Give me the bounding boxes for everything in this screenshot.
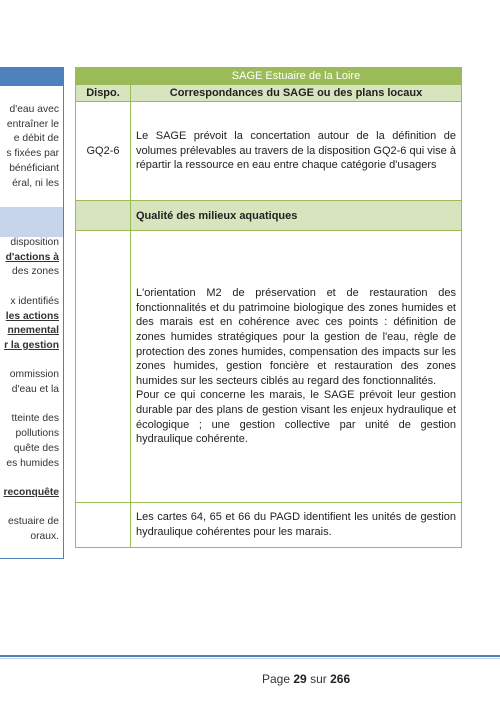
table-row bbox=[76, 231, 462, 503]
table-row bbox=[76, 503, 462, 548]
left-line: oraux. bbox=[30, 531, 59, 543]
left-table-text-block-2 bbox=[0, 236, 59, 545]
correspondence-cell: Le SAGE prévoit la concertation autour de la définition de volumes prélevables au travers de la disposition GQ2-6 qui vise à répartir la ressource en eau entre chaque catégorie d'usagers bbox=[131, 102, 462, 201]
dispo-cell: GQ2-6 bbox=[76, 102, 131, 201]
paragraph: L'orientation M2 de préservation et de restauration des fonctionnalités et du patrimoine biologique des zones humides et des marais est en cohérence avec ces points : définition de zones humides stratégiques pour la gestion de l'eau, règle de protection des zones humides, compensation des impacts sur les zones humides, gestion foncière et restauration des zones humides sur les secteurs ciblés au regard des fonctionnalités. bbox=[136, 287, 456, 387]
paragraph: Pour ce qui concerne les marais, le SAGE prévoit leur gestion durable par des plans de gestion visant les enjeux hydraulique et écologique ; une gestion collective par unité de gestion hydraulique cohérente. bbox=[136, 389, 456, 446]
correspondence-cell bbox=[131, 231, 462, 503]
left-line bbox=[0, 354, 59, 369]
left-line: entraîner le bbox=[6, 118, 59, 130]
left-line: quête des bbox=[13, 442, 59, 454]
column-header-dispo: Dispo. bbox=[76, 85, 131, 102]
column-header-correspondances: Correspondances du SAGE ou des plans locaux bbox=[131, 85, 462, 102]
page-separator: sur bbox=[310, 672, 327, 686]
left-line: bénéficiant bbox=[9, 162, 59, 174]
table-header-row bbox=[76, 85, 462, 102]
page-number bbox=[262, 672, 350, 686]
table-title: SAGE Estuaire de la Loire bbox=[131, 68, 462, 85]
table-title-row bbox=[76, 68, 462, 85]
section-title: Qualité des milieux aquatiques bbox=[131, 201, 462, 231]
left-line: les actions bbox=[5, 310, 59, 322]
left-line: d'eau et la bbox=[11, 384, 59, 396]
left-line: tteinte des bbox=[11, 413, 59, 425]
footer-rule-light bbox=[0, 658, 500, 659]
page-current: 29 bbox=[293, 672, 307, 686]
left-line: des zones bbox=[12, 266, 59, 278]
left-line: éral, ni les bbox=[12, 177, 59, 189]
left-line: estuaire de bbox=[8, 516, 59, 528]
left-table-text-block-1 bbox=[0, 103, 59, 191]
left-line: d'eau avec bbox=[9, 104, 59, 115]
title-empty-cell bbox=[76, 68, 131, 85]
section-row bbox=[76, 201, 462, 231]
left-table-header bbox=[0, 68, 63, 86]
left-table-section-band bbox=[0, 207, 63, 237]
footer-rule bbox=[0, 655, 500, 657]
left-line: e débit de bbox=[13, 133, 59, 145]
sage-correspondence-table bbox=[75, 67, 462, 548]
correspondence-cell: Les cartes 64, 65 et 66 du PAGD identifient les unités de gestion hydraulique cohérentes pour les marais. bbox=[131, 503, 462, 548]
left-line: d'actions à bbox=[5, 251, 59, 263]
table-row bbox=[76, 102, 462, 201]
left-line: pollutions bbox=[15, 428, 59, 440]
left-line: ommission bbox=[9, 369, 59, 381]
left-line bbox=[0, 501, 59, 516]
left-line bbox=[0, 398, 59, 413]
left-line: es humides bbox=[6, 457, 59, 469]
left-line: r la gestion bbox=[4, 339, 59, 351]
dispo-cell bbox=[76, 503, 131, 548]
section-empty-cell bbox=[76, 201, 131, 231]
left-table bbox=[0, 67, 64, 559]
left-line: nnemental bbox=[7, 325, 59, 337]
left-line: s fixées par bbox=[6, 148, 59, 160]
page-total: 266 bbox=[330, 672, 351, 686]
dispo-cell bbox=[76, 231, 131, 503]
left-line bbox=[0, 471, 59, 486]
left-line: disposition bbox=[10, 237, 59, 248]
page-prefix: Page bbox=[262, 672, 291, 686]
left-line: reconquête bbox=[3, 486, 59, 498]
left-line bbox=[0, 280, 59, 295]
left-line: x identifiés bbox=[10, 295, 59, 307]
